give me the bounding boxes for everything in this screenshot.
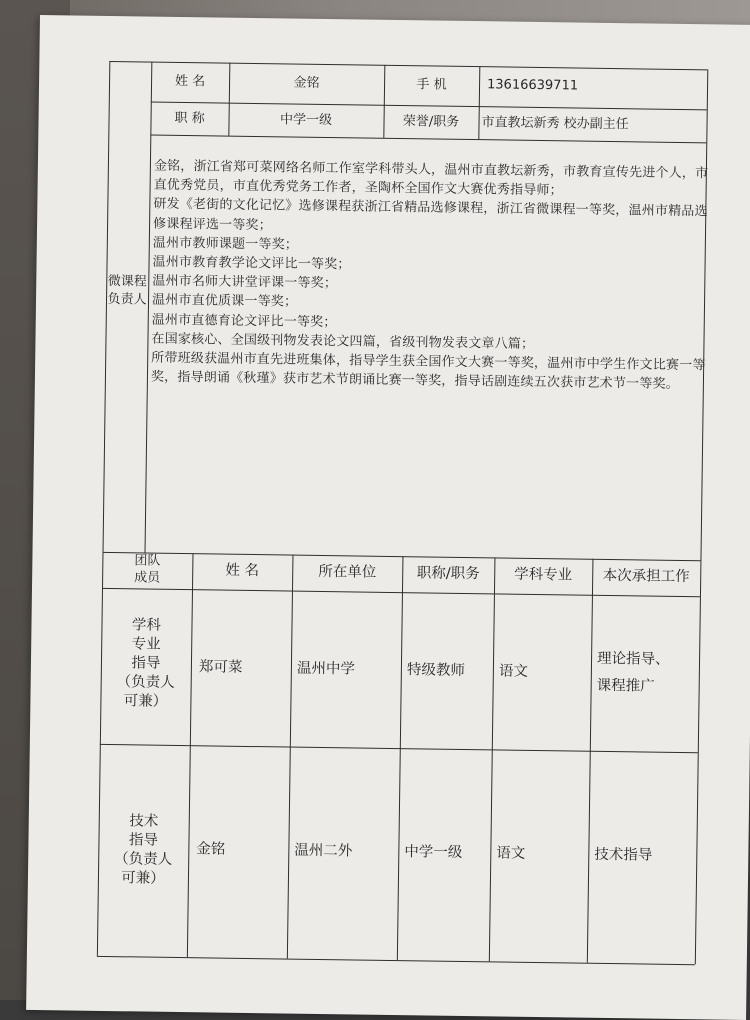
row2-title: 中学一级 <box>404 844 463 861</box>
col-header-name: 姓 名 <box>225 562 260 580</box>
team-col-divider-3 <box>397 556 404 960</box>
row1-role-line: 可兼） <box>123 693 168 710</box>
row-divider-1 <box>151 102 707 111</box>
name-value: 金铭 <box>293 75 320 91</box>
title-value: 中学一级 <box>279 112 333 129</box>
title-label: 职 称 <box>174 110 205 127</box>
team-col-divider-5 <box>587 559 594 963</box>
row2-name: 金铭 <box>196 841 226 858</box>
lead-label-line2: 负责人 <box>107 291 147 308</box>
lead-label-line1: 微课程 <box>107 273 147 290</box>
row1-unit: 温州中学 <box>296 660 356 678</box>
row2-unit: 温州二外 <box>294 842 353 860</box>
table-border-top <box>109 61 707 71</box>
team-col-divider-4 <box>489 557 496 961</box>
team-col-divider-1 <box>187 553 194 957</box>
row1-subject: 语文 <box>498 663 528 680</box>
team-label-line2: 成员 <box>134 570 161 586</box>
row1-role-line: （负责人 <box>116 674 175 691</box>
honor-label: 荣誉/职务 <box>402 114 460 130</box>
table-border-bottom <box>97 956 695 966</box>
row1-role-line: 专业 <box>131 636 161 653</box>
row1-work-line1: 理论指导、 <box>596 650 670 668</box>
col-header-work: 本次承担工作 <box>602 567 690 586</box>
row1-role-line: 指导 <box>131 655 161 672</box>
name-label: 姓 名 <box>174 73 206 90</box>
col-header-unit: 所在单位 <box>318 563 377 581</box>
header-divider-3 <box>478 66 480 139</box>
phone-value: 13616639711 <box>486 77 579 94</box>
honor-value: 市直教坛新秀 校办副主任 <box>481 115 629 133</box>
row1-name: 郑可菜 <box>198 659 243 676</box>
row2-role-line: 可兼） <box>121 870 165 887</box>
team-label-line1: 团队 <box>134 553 161 569</box>
row2-role <box>98 812 189 889</box>
document-page <box>26 15 750 1020</box>
row2-work-line1: 技术指导 <box>594 846 653 864</box>
team-col-divider-2 <box>287 555 294 959</box>
row-divider-2 <box>150 135 706 144</box>
row2-role-line: 技术 <box>129 813 159 830</box>
row1-role-line: 学科 <box>131 617 162 634</box>
row1-title: 特级教师 <box>406 662 465 679</box>
col-header-subject: 学科专业 <box>514 566 573 584</box>
row2-role-line: （负责人 <box>114 851 173 868</box>
row2-role-line: 指导 <box>128 832 159 849</box>
col-header-title: 职称/职务 <box>416 565 480 583</box>
row1-role <box>100 616 191 712</box>
lead-bio: 金铭，浙江省郑可菜网络名师工作室学科带头人，温州市直教坛新秀，市教育宣传先进个人，市直优秀党员，市直优秀党务工作者，圣陶杯全国作文大赛优秀指导师； 研发《老街的文化记忆》选修课程获浙江省精品选修课程，浙江省微课程一等奖，温州市精品选修课程评选一等奖； 温州市教师课题一等奖； 温州市教育教学论文评比一等奖； 温州市名师大讲堂评课一等奖； 温州市直优质课一等奖； 温州市直德育论文评比一等奖； 在国家核心、全国级刊物发表论文四篇，省级刊物发表文章八篇； 所带班级获温州市直先进班集体，指导学生获全国作文大赛一等奖，温州市中学生作文比赛一等奖，指导朗诵《秋瑾》获市艺术节朗诵比赛一等奖，指导话剧连续五次获市艺术节一等奖。 <box>150 158 709 393</box>
row2-subject: 语文 <box>496 845 526 862</box>
row1-work-line2: 课程推广 <box>596 677 655 695</box>
phone-label: 手 机 <box>416 77 447 93</box>
